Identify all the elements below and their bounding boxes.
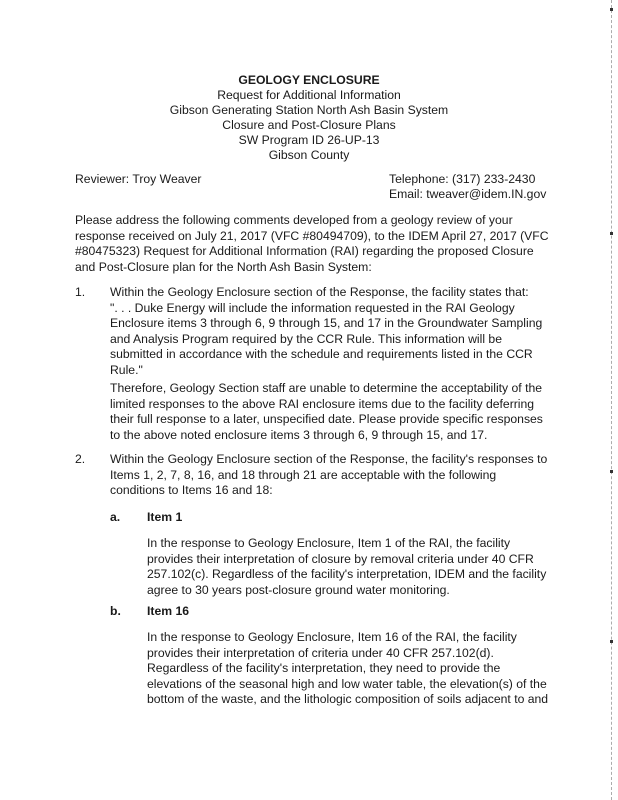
text-line: provides their interpretation of closure by removal criteria under 40 CFR	[147, 551, 534, 566]
text-line: 257.102(c). Regardless of the facility's interpretation, IDEM and the facility	[147, 567, 547, 581]
document-title: GEOLOGY ENCLOSURE	[238, 73, 380, 87]
text-line: In the response to Geology Enclosure, Item 16 of the RAI, the facility	[147, 630, 517, 644]
header-line: Gibson County	[268, 148, 350, 162]
scan-speck	[610, 470, 613, 473]
text-line: to the above noted enclosure items 3 through 6, 9 through 15, and 17.	[110, 427, 488, 442]
scan-speck	[610, 640, 613, 643]
text-line: their full response to a later, unspecified date. Please provide specific responses	[110, 412, 543, 426]
subitem-letter: b.	[110, 604, 121, 618]
subitem-title: Item 16	[147, 604, 190, 618]
text-line: ". . . Duke Energy will include the information requested in the RAI Geology	[110, 300, 515, 315]
email: Email: tweaver@idem.IN.gov	[389, 187, 547, 201]
text-line: In the response to Geology Enclosure, Item 1 of the RAI, the facility	[147, 536, 511, 550]
reviewer-name: Reviewer: Troy Weaver	[75, 172, 202, 186]
text-line: provides their interpretation of criteria under 40 CFR 257.102(d).	[147, 645, 494, 660]
scan-speck	[610, 8, 613, 11]
item-number: 1.	[75, 285, 86, 299]
text-line: Items 1, 2, 7, 8, 16, and 18 through 21 are acceptable with the following	[110, 467, 497, 482]
text-line: #80475323) Request for Additional Information (RAI) regarding the proposed Closure	[75, 244, 534, 258]
header-line: SW Program ID 26-UP-13	[238, 133, 380, 147]
text-line: elevations of the seasonal high and low water table, the elevation(s) of the	[147, 676, 547, 691]
text-line: Therefore, Geology Section staff are unable to determine the acceptability of the	[110, 381, 543, 395]
subitem-letter: a.	[110, 510, 121, 524]
subitem-title: Item 1	[147, 510, 183, 524]
telephone: Telephone: (317) 233-2430	[389, 172, 536, 186]
intro-paragraph	[75, 213, 549, 275]
item1-followup-paragraph	[110, 381, 543, 443]
text-line: Within the Geology Enclosure section of the Response, the facility states that:	[110, 285, 529, 299]
contact-info	[389, 172, 546, 202]
text-line: conditions to Items 16 and 18:	[110, 483, 273, 497]
header-line: Closure and Post-Closure Plans	[222, 118, 396, 132]
text-line: bottom of the waste, and the lithologic composition of soils adjacent to and	[147, 692, 549, 706]
document-header	[0, 73, 618, 163]
subitem-b-paragraph	[147, 630, 548, 708]
subitem-a-paragraph	[147, 536, 546, 598]
scan-speck	[610, 232, 613, 235]
item2-paragraph	[110, 452, 547, 499]
text-line: submitted in accordance with the schedule and requirements listed in the CCR	[110, 347, 533, 361]
text-line: Within the Geology Enclosure section of the Response, the facility's responses to	[110, 452, 548, 466]
text-line: agree to 30 years post-closure ground water monitoring.	[147, 582, 450, 597]
text-line: Enclosure items 3 through 6, 9 through 15, and 17 in the Groundwater Sampling	[110, 316, 543, 330]
header-line: Gibson Generating Station North Ash Basin System	[169, 103, 449, 117]
text-line: limited responses to the above RAI enclosure items due to the facility deferring	[110, 396, 535, 411]
text-line: Regardless of the facility's interpretation, they need to provide the	[147, 661, 501, 675]
text-line: and Post-Closure plan for the North Ash Basin System:	[75, 259, 372, 274]
header-line: Request for Additional Information	[217, 88, 401, 102]
item-number: 2.	[75, 452, 86, 466]
item1-paragraph	[110, 285, 542, 378]
text-line: Rule."	[110, 362, 143, 377]
text-line: Please address the following comments developed from a geology review of your	[75, 213, 513, 227]
text-line: and Analysis Program required by the CCR Rule. This information will be	[110, 331, 502, 346]
text-line: response received on July 21, 2017 (VFC #80494709), to the IDEM April 27, 2017 (VFC	[75, 228, 549, 243]
